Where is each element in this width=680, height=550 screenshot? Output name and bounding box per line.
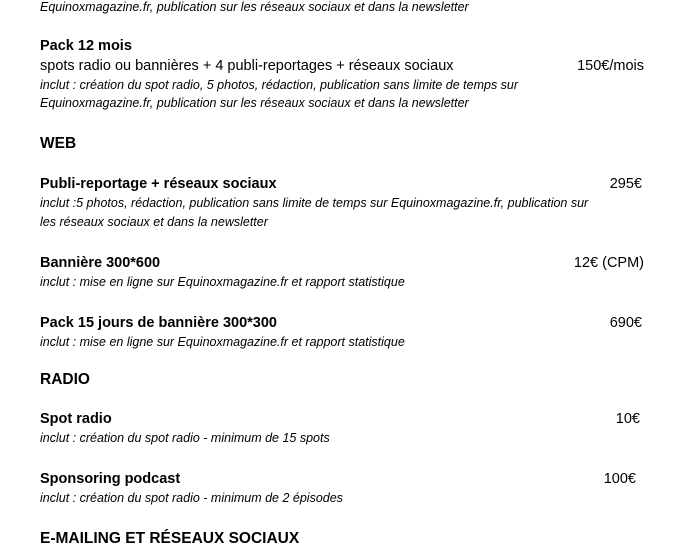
radio-item-spot-title: Spot radio: [40, 411, 112, 427]
section-heading-web: WEB: [40, 135, 77, 152]
web-item-banner600-note: inclut : mise en ligne sur Equinoxmagazine.fr et rapport statistique: [40, 275, 405, 289]
web-item-banner600-price: 12€ (CPM): [573, 255, 644, 271]
web-item-publi-note-line2: les réseaux sociaux et dans la newsletter: [40, 215, 268, 229]
section-heading-radio: RADIO: [40, 371, 90, 388]
pack12-note-line2: Equinoxmagazine.fr, publication sur les réseaux sociaux et dans la newsletter: [40, 96, 469, 110]
web-item-publi-price: 295€: [609, 176, 642, 192]
web-item-pack15-price: 690€: [609, 315, 642, 331]
pack12-note-line1: inclut : création du spot radio, 5 photos, rédaction, publication sans limite de temps sur: [40, 78, 519, 92]
section-heading-emailing: E-MAILING ET RÉSEAUX SOCIAUX: [40, 530, 300, 547]
web-item-banner600-title: Bannière 300*600: [40, 255, 161, 271]
web-item-pack15-note: inclut : mise en ligne sur Equinoxmagazine.fr et rapport statistique: [40, 335, 405, 349]
pack12-price: 150€/mois: [577, 58, 644, 74]
pack12-description: spots radio ou bannières + 4 publi-reportages + réseaux sociaux: [40, 58, 454, 74]
previous-item-note: Equinoxmagazine.fr, publication sur les réseaux sociaux et dans la newsletter: [40, 0, 469, 14]
radio-item-podcast-note: inclut : création du spot radio - minimum de 2 épisodes: [40, 491, 343, 505]
web-item-pack15-title: Pack 15 jours de bannière 300*300: [40, 315, 277, 331]
pack12-title: Pack 12 mois: [40, 38, 132, 54]
web-item-publi-title: Publi-reportage + réseaux sociaux: [40, 176, 277, 192]
radio-item-spot-price: 10€: [615, 411, 640, 427]
radio-item-podcast-title: Sponsoring podcast: [40, 471, 181, 487]
web-item-publi-note-line1: inclut :5 photos, rédaction, publication sans limite de temps sur Equinoxmagazine.fr, publication sur: [40, 196, 589, 210]
radio-item-spot-note: inclut : création du spot radio - minimum de 15 spots: [40, 431, 330, 445]
radio-item-podcast-price: 100€: [603, 471, 636, 487]
